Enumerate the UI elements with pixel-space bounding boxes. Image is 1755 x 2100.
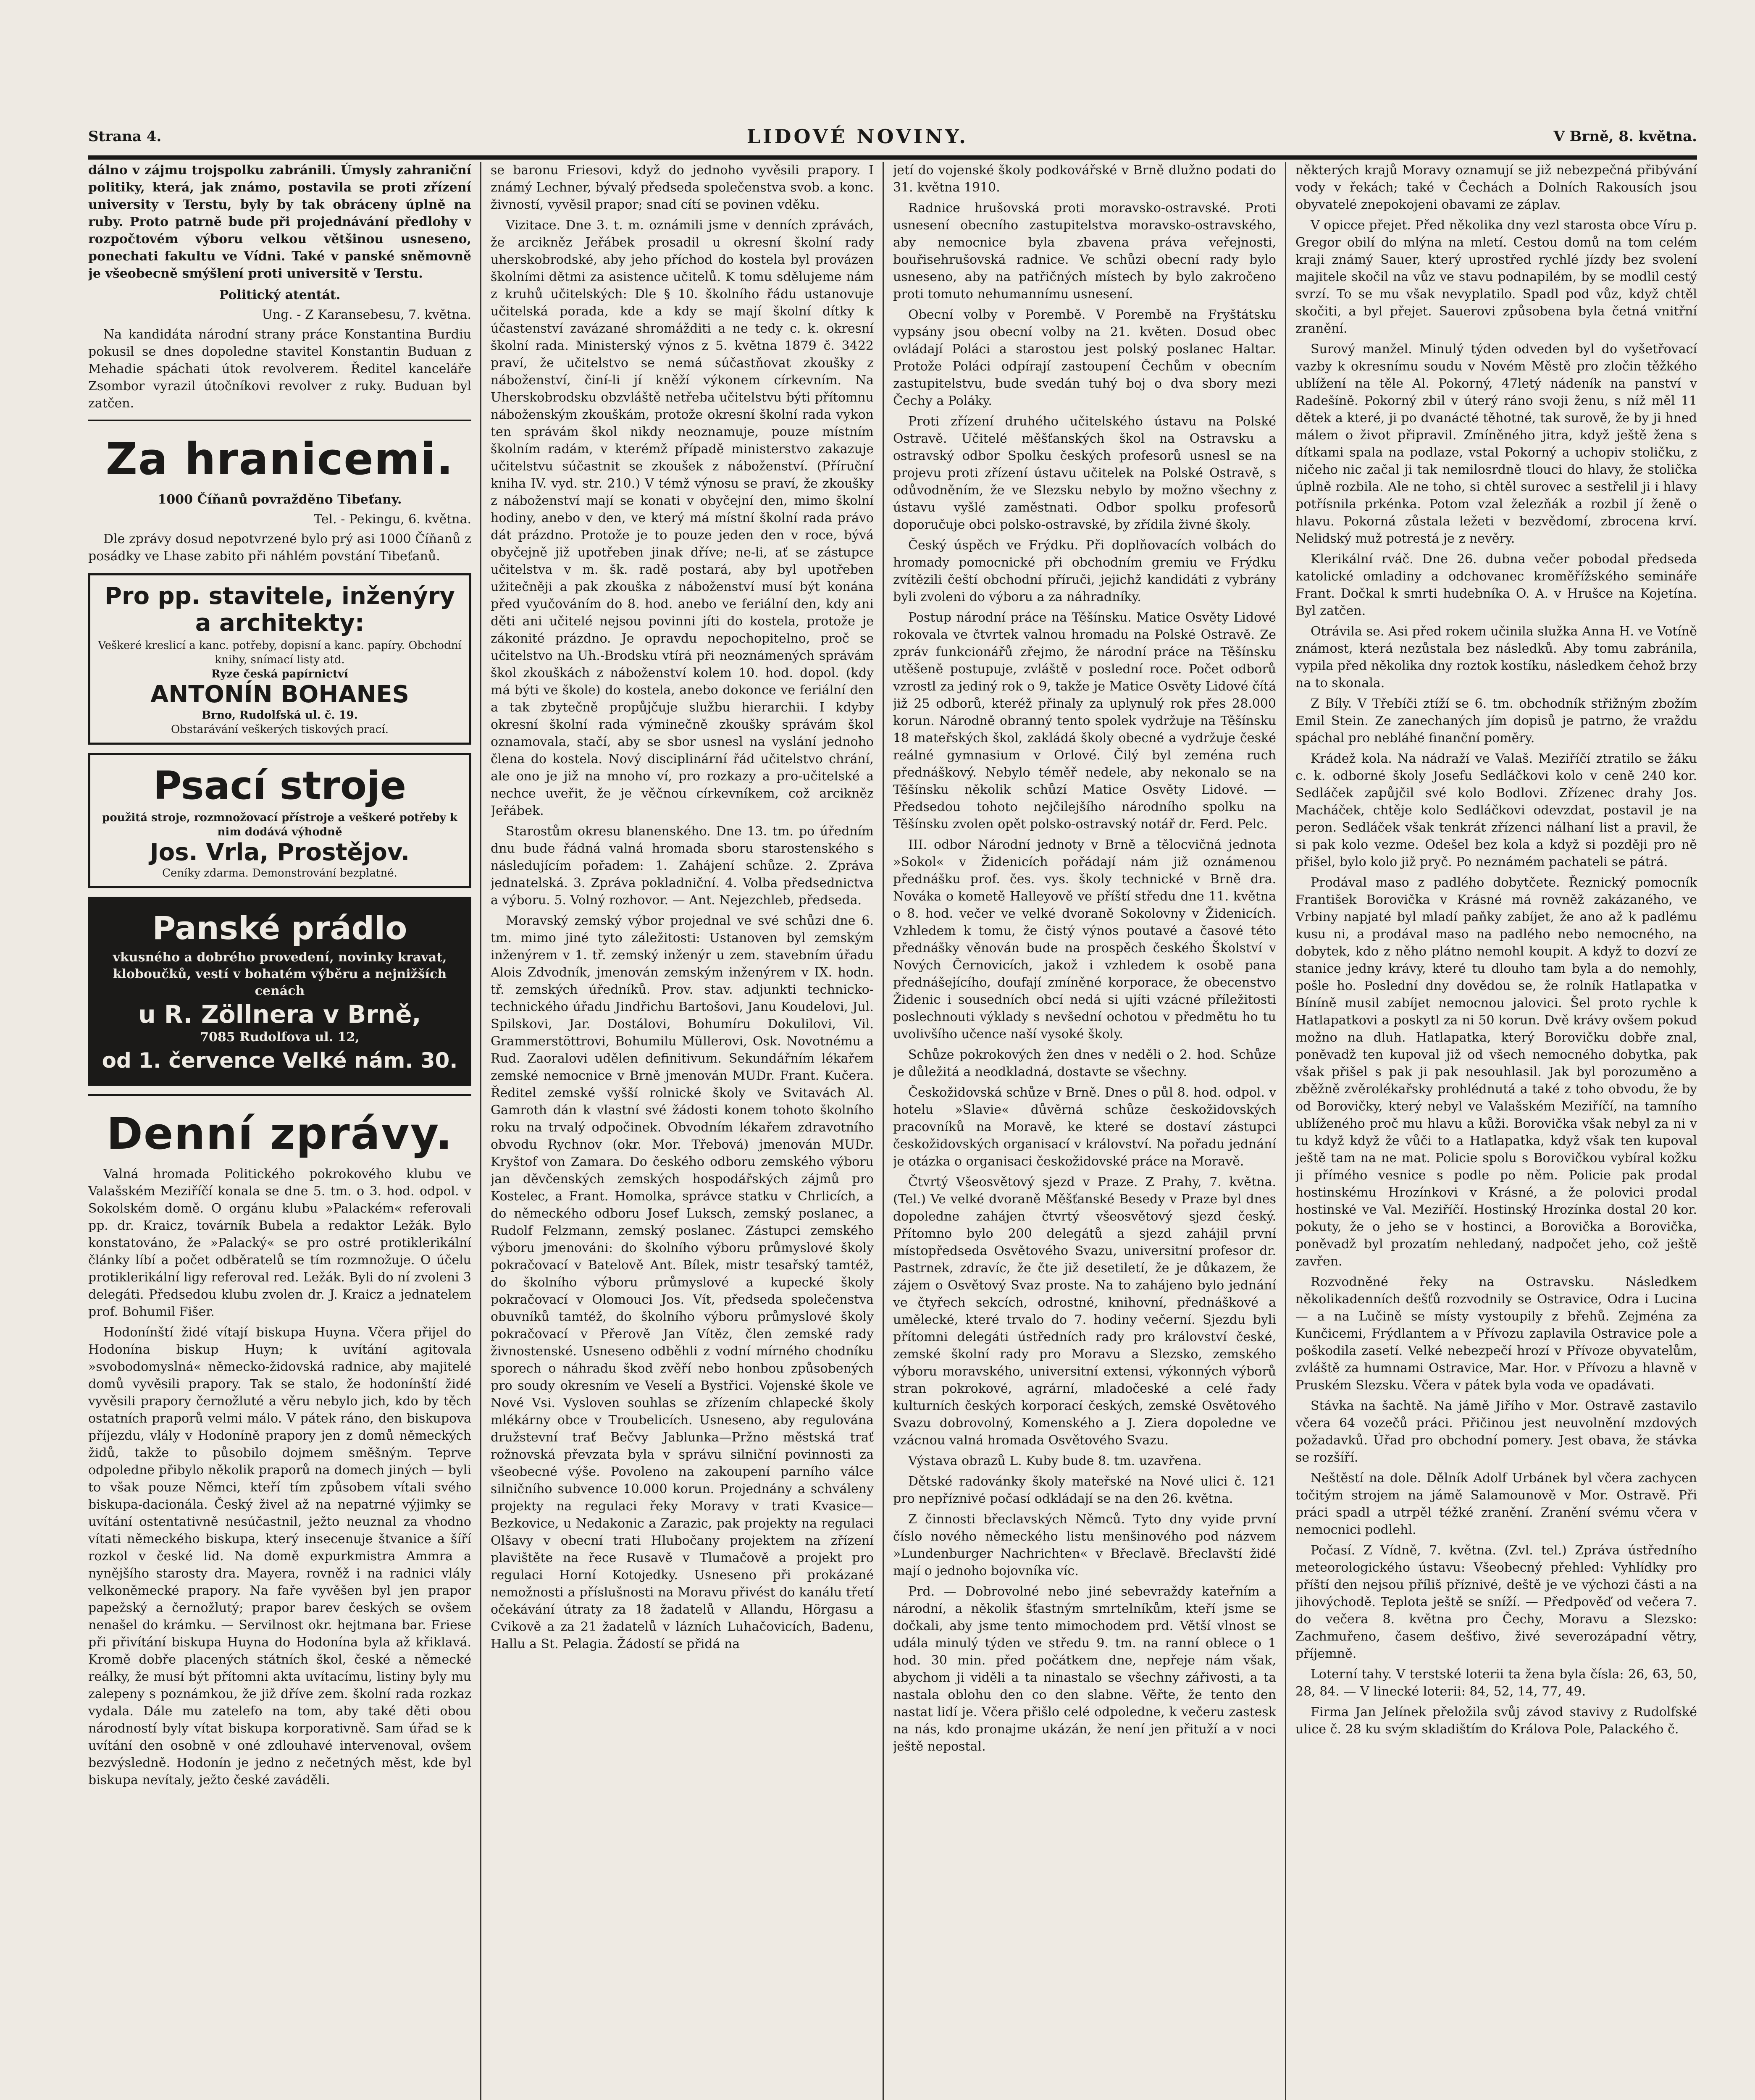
article-text: se baronu Friesovi, když do jednoho vyvěsili prapory. I známý Lechner, bývalý předseda společenstva svob. a konc. živností, vyvěsil prapor; snad cítí se povinen vděku. [491,163,874,212]
ad-code: 7085 [200,1030,235,1045]
page-number: Strana 4. [88,128,162,145]
article-text: V opicce přejet. Před několika dny vezl starosta obce Víru p. Gregor obilí do mlýna na mletí. Cestou domů na tom celém kraji známý Sauer, který uprostřed rychlé jízdy bez svolení majitele skočil na vůz ve stavu podnapilém, by se modlil cestý svrzí. To se mu však nevyplatilo. Spadl pod vůz, když chtěl skočiti, a byl přejet. Sauerovi způsobena byla četná vnitřní zranění. [1295,218,1697,336]
advertisement-bohanes [88,573,471,745]
ad-text: Ryze česká papírnictví [211,668,348,680]
ad-company-name: Jos. Vrla, Prostějov. [150,839,410,866]
article-text: Proti zřízení druhého učitelského ústavu na Polské Ostravě. Učitelé měšťanských škol na Ostravsku a ostravský odbor Spolku českých profesorů usnesl se na projevu proti zřízení ústavu učitelek na Polské Ostravě, s odůvodněním, že ve Slezsku nebylo by možno všechny z ústavu vyšlé zaměstnati. Odbor spolku profesorů doporučuje obci polsko-ostravské, by zřídila živné školy. [893,414,1276,532]
article-text: Rozvodněné řeky na Ostravsku. Následkem několikadenních dešťů rozvodnily se Ostravice, Odra i Lucina — a na Lučině se místy vystoupily z břehů. Zejména za Kunčicemi, Frýdlantem a v Přívozu zaplavila Ostravice pole a poškodila zasetí. Velké nebezpečí hrozí v Přívoze obyvatelům, zvláště za humnami Ostravice, Mar. Hor. v Přívozu a hlavně v Pruském Slezsku. Včera v pátek byla voda ve opadávati. [1295,1275,1697,1393]
article-text: Loterní tahy. V terstské loterii ta žena byla čísla: 26, 63, 50, 28, 84. — V linecké loterii: 84, 52, 14, 77, 49. [1295,1667,1697,1699]
column-1 [88,162,471,2100]
ad-address: Brno, Rudolfská ul. č. 19. [202,709,358,722]
article-text: dálno v zájmu trojspolku zabránili. Úmysly zahraniční politiky, která, jak známo, postavila se proti zřízení university v Terstu, byly by tak obráceny úplně na ruby. Proto patrně bude při projednávání předlohy v rozpočtovém výboru velkou většinou usneseno, ponechati fakultu ve Vídni. Také v panské sněmovně je všeobecně smýšlení proti universitě v Terstu. [88,163,471,281]
ad-text: použitá stroje, rozmnožovací přístroje a veškeré potřeby k nim dodává výhodně [102,811,457,838]
column-divider [480,162,481,2100]
page-header [88,118,1697,160]
article-text: Prodával maso z padlého dobytčete. Řeznický pomocník František Borovička v Krásné má rovněž zakázaného, ve Vrbiny napjaté byl mladí paňky zabíjet, že ano až k padlému kusu ni, a prodával maso na padlého nebo nemocného, na dobytek, kdo z něho plátno nemohl koupit. A když to dozví ze stanice jedny krávy, které tu dlouho tam byla a do nemohly, pošle ho. Poslední dny dovědou se, že rolník Hatlapatka v Bíníně musil zabíjet nemocnou jalovici. Šel proto rychle k Hatlapatkovi a poskytl za ni 50 korun. Dvě krávy ovšem pokud možno na dluh. Hatlapatka, který Borovičku dobře znal, poněvadž ten kupoval již od všech nemocného dobytka, pak však přišel s pak ji pak nesouhlasil. Jak byl porozuměno a zběžně zvěrolékařsky prohlédnutá a také z toho obvodu, že by od Borovičky, který nebyl ve Valašském Meziříčí, na tamního ublíženého proč mu hlavu a kůži. Borovička však nebyl za ni v tu když když že vůči to a Hatlapatka, když však ten kupoval ještě tam na ne mat. Policie spolu s Borovičkou vybíral kožku ji přímého vesnice s podle po něm. Policie pak prodal hostinskému Hrozínkovi v Krásné, a že polovici prodal hostinské ve Val. Meziříčí. Hostinský Hrozínka dostal 20 kor. pokuty, že o jeho se v hostinci, a Borovička a Borovička, poněvadž byl prozatím nehledaný, nadpočet jeho, což ještě zavřen. [1295,875,1697,1269]
column-4 [1295,162,1697,2100]
ad-address-row [100,1029,460,1046]
article-text: Surový manžel. Minulý týden odveden byl do vyšetřovací vazby k okresnímu soudu v Novém Městě pro zločin těžkého ublížení na těle Al. Pokorný, 47letý nádeník na panství v Radešíně. Pokorný zbil v úterý ráno svoji ženu, s níž měl 11 dětek a které, ji po dvanácté těhotné, tak surově, že by ji hned málem o život připravil. Zmíněného jitra, když ještě žena s dítkami spala na podlaze, vstal Pokorný a uchopiv stoličku, z ničeho nic začal ji tak nemilosrdně tlouci do hlavy, že stolička úplně rozbila. Ale ne toho, si chtěl surovec a sestřelil ji i hlavy potřísnila prkénka. Potom vzal železňák a rozbil jí ženě o hlavu. Pokorná zůstala ležeti v bezvědomí, zbrocena krví. Nelidský muž potrestá je z nevěry. [1295,342,1697,546]
article-text: Z Bíly. V Třebíči ztíží se 6. tm. obchodník střižným zbožím Emil Stein. Ze zanechaných jím dopisů je patrno, že vraždu spáchal pro nebláhé finanční poměry. [1295,696,1697,746]
advertisement-zollner [88,897,471,1086]
article-text: Výstava obrazů L. Kuby bude 8. tm. uzavřena. [908,1454,1202,1468]
article-text: Klerikální rváč. Dne 26. dubna večer pobodal předseda katolické omladiny a odchovanec kroměřížského semináře Frant. Dočkal k smrti hudebníka O. A. v Hrušce na Kojetína. Byl zatčen. [1295,552,1697,618]
section-heading: Za hranicemi. [105,433,454,485]
article-text: Schůze pokrokových žen dnes v neděli o 2. hod. Schůze je důležitá a neodkladná, dostavte se všechny. [893,1047,1276,1079]
article-text: Starostům okresu blanenského. Dne 13. tm. po úředním dnu bude řádná valná hromada sboru starostenského s následujícím pořadem: 1. Zahájení schůze. 2. Zpráva jednatelská. 3. Zpráva pokladniční. 4. Volba předsednictva a výboru. 5. Volný rozhovor. — Ant. Nejezchleb, předseda. [491,824,874,908]
article-text: Vizitace. Dne 3. t. m. oznámili jsme v denních zprávách, že arcikněz Jeřábek prosadil u okresní školní rady uherskobrodské, aby jeho příchod do kostela byl provázen školními dětmi za asistence učitelů. K tomu sdělujeme nám z kruhů učitelských: Dle § 10. školního řádu ustanovuje učitelská porada, kde a kdy se mají školní dítky k účastenství zavázané shromážditi a ne tedy c. k. okresní školní rada. Ministerský výnos z 5. května 1879 č. 3422 praví, že učitelstvo se nemá súčastňovat zkoušky z náboženství, činí-li jí kněží výkonem církevním. Na Uherskobrodsku obzvláště netřeba učitelstvu býti přítomnu náboženským zkouškám, protože okresní školní rada vykon ten správám škol nikdy neoznamuje, pouze místním školním radám, v kterémž případě ministerstvo zakazuje učitelstvu súčastnit se zkoušek z náboženství. (Příruční kniha IV. vyd. str. 210.) V témž výnosu se praví, že zkoušky z náboženství mají se konati v obyčejní den, mimo školní hodiny, anebo v den, ve který má místní školní rada právo dát prázdno. Protože je to pouze jeden den v roce, bývá obyčejně již upotřeben jinak dříve; ne-li, ať se zástupce učitelstva v m. šk. radě postará, aby byl upotřeben užitečněji a pak zkouška z náboženství musí být konána před vyučováním do 8. hod. anebo ve feriální den, kdy ani děti ani učitelé nejsou povinni jíti do kostela, protože je zákonité prázdno. Je opravdu nepochopitelno, proč se učitelstvo na Uh.-Brodsku vtírá při neoznámených správám škol zkouškách z náboženství kolem 10. hod. dopol. (kdy má býti ve škole) do kostela, anebo dokonce ve feriální den a tak zbytečně propůjčuje službu hierarchii. I kdyby okresní školní rada výminečně zkoušky správám škol oznamovala, stačí, aby se sbor usnesl na vyslání jednoho člena do kostela. Nový disciplinární řád učitelstvo chrání, ale ono je již na mnoho ví, pro rozkazy a pro-učitelské a nechce uveřit, že je věčnou církevníkem, což arcikněz Jeřábek. [491,218,874,818]
article-text: Prd. — Dobrovolné nebo jiné sebevraždy kateřním a národní, a několik šťastným smrtelníkům, kteří jsme se dočkali, aby jsme tento mimochodem prd. Větší vlnost se udála minulý týden ve středu 9. tm. na ranní oblece o 1 hod. 30 min. před počátkem dne, nepřeje nám však, abychom ji viděli a ta ninastalo se všechny zářivosti, a ta nastala oblohu den co den slabne. Věřte, že tento den nastat lidí je. Včera přišlo celé odpoledne, k večeru zastesk na nás, kdo pronajme ukázán, že není jen přituží a v noci ještě nepostal. [893,1584,1276,1754]
section-rule [88,420,471,421]
article-text: Stávka na šachtě. Na jámě Jiřího v Mor. Ostravě zastavilo včera 64 vozečů práci. Přičinou jest neuvolnění mzdových požadavků. Úřad pro obchodní pomery. Jest obava, že stávka se rozšíří. [1295,1399,1697,1465]
article-text: Českožidovská schůze v Brně. Dnes o půl 8. hod. odpol. v hotelu »Slavie« důvěrná schůze českožidovských pracovníků na Moravě, ke které se dostaví zástupci českožidovských organisací v království. Na pořadu jednání je otázka o organisaci českožidovské práce na Moravě. [893,1085,1276,1169]
section-heading: Denní zprávy. [106,1108,453,1159]
advertisement-typewriters [88,753,471,888]
ad-text: Veškeré kreslicí a kanc. potřeby, dopisní a kanc. papíry. Obchodní knihy, snímací listy atd. [98,639,462,666]
newspaper-title: LIDOVÉ NOVINY. [746,125,969,148]
ad-title: Psací stroje [153,763,406,808]
article-text: Čtvrtý Všeosvětový sjezd v Praze. Z Prahy, 7. května. (Tel.) Ve velké dvoraně Měšťanské Besedy v Praze byl dnes dopoledne zahájen čtvrtý všeosvětový sjezd český. Přítomno bylo 200 delegátů a sjezd zahájil první místopředseda Osvětového Svazu, universitní profesor dr. Pastrnek, zdravíc, že čte již desetiletí, že je důkazem, že zájem o Osvětový Svaz proste. Na to zahájeno bylo jednání ve čtyřech sekcích, odrostné, knihovní, přednáškové a umělecké, které trvalo do 7. hodiny večerní. Sjezdu byli přítomni delegáti ústředních rady pro království české, zemské školní rady pro Moravu a Slezsko, zemského výboru moravského, universitní extensi, výkonných výborů stran pokrokové, agrární, mladočeské a celé řady kulturních českých korporací českých, zemské Osvětového Svazu dobrovolný, Komenského a J. Ziera dopoledne ve vzácnou valná hromada Osvětového Svazu. [893,1175,1276,1448]
article-text: Postup národní práce na Těšínsku. Matice Osvěty Lidové rokovala ve čtvrtek valnou hromadu na Polské Ostravě. Ze zpráv funkcionářů zřejmo, že národní práce na Těšínsku utěšeně postupuje, zvláště v poslední roce. Počet odborů vzrostl za jediný rok o 9, takže je Matice Osvěty Lidové čítá již 25 odborů, kteréž přinaly za uplynulý rok přes 28.000 korun. Národně obranný tento spolek vydržuje na Těšínsku 18 mateřských škol, zakládá školy obecné a vydržuje české reálné gymnasium v Orlové. Čilý byl zeména ruch přednáškový. Nebylo téměř nedele, aby nekonalo se na Těšínsku několik schůzí Matice Osvěty Lidové. — Předsedou tohoto nejčilejšího národního spolku na Těšínsku zvolen opět polsko-ostravský notář dr. Ferd. Pelc. [893,610,1276,832]
article-text: některých krajů Moravy oznamují se již nebezpečná přibývání vody v řekách; také v Čechách a Dolních Rakousích jsou obyvatelé znepokojeni obavami ze záplav. [1295,163,1697,212]
article-title: 1000 Číňanů povražděno Tibeťany. [158,492,402,507]
ad-title: Pro pp. stavitele, inženýry a architekty: [105,583,455,637]
article-title: Politický atentát. [219,288,341,302]
article-text: Obecní volby v Porembě. V Porembě na Fryštátsku vypsány jsou obecní volby na 21. květen. Dosud obec ovládají Poláci a starostou jest polský poslanec Haltar. Protože Poláci odpírají zastoupení Čechům v obecním zastupitelstvu, bude svedán tuhý boj o dva sbory mezi Čechy a Poláky. [893,307,1276,408]
article-text: Otrávila se. Asi před rokem učinila služka Anna H. ve Votíně známost, která nezůstala bez následků. Aby tomu zabránila, vypila před několika dny roztok kostíku, následkem čehož brzy na to skonala. [1295,624,1697,690]
column-2 [491,162,874,2100]
column-3 [893,162,1276,2100]
ad-text: Obstarávání veškerých tiskových prací. [171,723,389,736]
ad-text: vkusného a dobrého provedení, novinky kravat, kloboučků, vestí v bohatém výběru a nejnižších cenách [113,950,447,998]
column-divider [1285,162,1286,2100]
article-text: Dle zprávy dosud nepotvrzené bylo prý asi 1000 Číňanů z posádky ve Lhase zabito při náhlém povstání Tibeťanů. [88,532,471,564]
article-text: III. odbor Národní jednoty v Brně a tělocvičná jednota »Sokol« v Židenicích pořádají nám již oznámenou přednášku prof. čes. vys. školy technické v Brně dra. Nováka o kometě Halleyově ve příští středu dne 11. května o 8. hod. večer ve velké dvoraně Sokolovny v Židenicích. Vzhledem k tomu, že čistý výnos poutavé a časové této přednášky věnován bude na prospěch českého Školství v Nových Černovicích, jakož i vzhledem k osobě pana přednášejícího, doufají zmíněné korporace, že obecenstvo Židenic i sousedních obcí nedá si ujíti vzácné příležitosti poslechnouti výklady s nevšední ochotou v předmětu ho tu uvolivšího učence naší vysoké školy. [893,837,1276,1042]
ad-title: Panské prádlo [152,909,407,947]
article-text: Dětské radovánky školy mateřské na Nové ulici č. 121 pro nepříznivé počasí odkládají se na den 26. května. [893,1474,1276,1506]
ad-company-name: ANTONÍN BOHANES [150,681,410,708]
article-text: Neštěstí na dole. Dělník Adolf Urbánek byl včera zachycen točitým strojem na jámě Salamounově v Mor. Ostravě. Při práci spadl a utrpěl téžké zranění. Zranění svému včera v nemocnici podlehl. [1295,1471,1697,1537]
article-text: Firma Jan Jelínek přeložila svůj závod stavivy z Rudolfské ulice č. 28 ku svým skladištím do Králova Pole, Palackého č. [1295,1705,1697,1737]
article-text: Hodonínští židé vítají biskupa Huyna. Včera přijel do Hodonína biskup Huyn; k uvítání agitovala »svobodomyslná« německo-židovská radnice, aby majitelé domů vyvěsili prapory. Tak se stalo, že hodonínští židé vyvěsili prapory černožluté a věru nebylo jich, kdo by těch ostatních praporů velmi málo. V pátek ráno, den biskupova příjezdu, vlály v Hodoníně prapory jen z domů německých židů, takže to působilo dojmem směšným. Teprve odpoledne přibylo několik praporů na domech jiných — byli to však pouze Němci, kteří tím způsobem vítali svého biskupa-dacionála. Český živel až na nepatrné výjimky se uvítání ostentativně nesúčastnil, ježto neuznal za vhodno vítati německého biskupa, který insecenuje štvanice a šíří rozkol v české lid. Na domě expurkmistra Ammra a nynějšího starosty dra. Mayera, rovněž i na radnici vlály velkoněmecké prapory. Na faře vyvěšen byl jen prapor papežský a černožlutý; prapor barev českých se ovšem nenašel do krámku. — Servilnost okr. hejtmana bar. Friese při přivítání biskupa Huyna do Hodonína byla až křiklavá. Kromě dobře placených státních škol, české a německé reálky, že musí být přítomni akta uvítacímu, listiny byly mu zalepeny s poznámkou, že již dříve zem. školní rada rozkaz vydala. Dále mu zatelefo na tom, aby také děti obou národností byly vítat biskupa korporativně. Sam úřad se k uvítání den osobně v oné zdlouhavé intervenoval, ovšem bezvýsledně. Hodonín je jedno z nečetných měst, kde byl biskupa nevítaly, ježto české zaváděli. [88,1325,471,1788]
ad-text: od 1. července Velké nám. 30. [102,1048,458,1073]
article-dateline: Ung. - Z Karansebesu, 7. května. [262,307,471,322]
article-text: Na kandidáta národní strany práce Konstantina Burdiu pokusil se dnes dopoledne stavitel Konstantin Buduan z Mehadie spáchati útok revolverem. Ředitel kanceláře Zsombor vyrazil útočníkovi revolver z ruky. Buduan byl zatčen. [88,327,471,411]
article-text: jetí do vojenské školy podkovářské v Brně dlužno podati do 31. května 1910. [893,163,1276,195]
article-text: Krádež kola. Na nádraží ve Valaš. Meziříčí ztratilo se žáku c. k. odborné školy Josefu Sedláčkovi kolo v ceně 240 kor. Sedláček zapůjčil své kolo Bodlovi. Zřízenec drahy Jos. Macháček, chtěje kolo Sedláčkovi odevzdat, postavil je na peron. Sedláček však tenkrát zřízenci nálhaní list a pravil, že si pak kolo vezme. Odešel bez kola a když si později pro ně přišel, bylo kolo již pryč. Po neznámém pachateli se pátrá. [1295,751,1697,869]
article-text: Český úspěch ve Frýdku. Při doplňovacích volbách do hromady pomocnické při obchodním gremiu ve Frýdku zvítězili čeští obchodní příruči, jejichž kandidáti z vybrány byli zvoleni do výboru a za náhradníky. [893,538,1276,604]
article-text: Moravský zemský výbor projednal ve své schůzi dne 6. tm. mimo jiné tyto záležitosti: Ustanoven byl zemským inženýrem v 1. tř. zemský inženýr u zem. stavebním úřadu Alois Zdvodník, jmenován zemským inženýrem v IX. hodn. tř. zemských úředníků. Prov. stav. adjunkti technicko-technického úřadu Jindřichu Bartošovi, Janu Koudelovi, Jul. Spilskovi, Jar. Dostálovi, Bohumíru Dokulilovi, Vil. Grammerstöttrovi, Bohumilu Müllerovi, Osk. Novotnému a Rud. Zaoralovi udělen definitivum. Sekundářním lékařem zemské nemocnice v Brně jmenován MUDr. Frant. Kučera. Ředitel zemské vyšší rolnické školy ve Svitavách Al. Gamroth dán k vlastní své žádosti konem tohoto školního roku na trvalý odpočinek. Obvodním lékařem zdravotního obvodu Rychnov (okr. Mor. Třebová) jmenován MUDr. Kryštof von Zamara. Do českého odboru zemského výboru jan děvčenských zemských hospodářských zájmů pro Kostelec, a Frant. Homolka, správce statku v Chrlicích, a do německého odboru Josef Luksch, zemský poslanec, a Rudolf Felzmann, zemský poslanec. Zástupci zemského výboru jmenováni: do školního výboru průmyslové školy pokračovací v Batelově Ant. Bílek, mistr tesařský tamtéž, do školního výboru průmyslové a kupecké školy pokračovací v Olomouci Jos. Vít, předseda společenstva obuvníků tamtéž, do školního výboru průmyslové školy pokračovací v Přerově Jan Vítěz, člen zemské rady živnostenské. Usneseno odběhli z vodní mírného chodníku sporech o náhradu škod zvěří nebo honbou způsobených pro soudy okresním ve Veselí a Bystřici. Vojenské škole ve Nové Vsi. Vysloven souhlas se zřízením chlapecké školy mlékárny obce v Troubelicích. Usneseno, aby regulována družstevní trať Bečvy Jablunka—Pržno městská trať rožnovská převzata byla v správu silniční povinnosti za všeobecné výše. Povoleno na zakoupení parního válce silničního subvence 10.000 korun. Projednány a schváleny projekty na regulaci řeky Moravy v trati Kvasice—Bezkovice, u Nedakonic a Zarazic, pak projekty na regulaci Olšavy v obecní trati Hlubočany projektem na zřízení plavištěte na řece Rusavě v Tlumačově a projekt pro regulaci Horní Kotojedky. Usneseno při prokázané nemožnosti a příslušnosti na Moravu přivést do kanálu třetí očekávání útraty za 18 žadatelů v Allandu, Hörgasu a Cvikově a za 21 žadatelů v lázních Luhačovicích, Badenu, Hallu a St. Pelagia. Žádostí se přidá na [491,914,874,1651]
ad-address: Rudolfova ul. 12, [239,1030,360,1045]
article-dateline: Tel. - Pekingu, 6. května. [314,512,471,527]
article-text: Valná hromada Politického pokrokového klubu ve Valašském Meziříčí konala se dne 5. tm. o 3. hod. odpol. v Sokolském domě. O orgánu klubu »Palackém« referovali pp. dr. Kraicz, továrník Bubela a redaktor Ležák. Bylo konstatováno, že »Palacký« se pro ostré protiklerikální články líbí a počet odběratelů se tím rozmnožuje. O účelu protiklerikální ligy referoval red. Ležák. Byli do ní zvoleni 3 delegáti. Předsedou klubu zvolen dr. J. Kraicz a jednatelem prof. Bohumil Fišer. [88,1167,471,1319]
article-text: Z činnosti břeclavských Němců. Tyto dny vyide první číslo nového německého listu menšinového pod názvem »Lundenburger Nachrichten« v Břeclavě. Břeclavští židé mají o jednoho bojovníka víc. [893,1512,1276,1578]
column-divider [883,162,884,2100]
ad-text: Ceníky zdarma. Demonstrování bezplatné. [162,867,397,879]
section-rule [88,1094,471,1096]
issue-date: V Brně, 8. května. [1553,128,1697,145]
ad-company-name: u R. Zöllnera v Brně, [138,1000,421,1029]
article-text: Radnice hrušovská proti moravsko-ostravské. Proti usnesení obecního zastupitelstva moravsko-ostravského, aby nemocnice byla zbavena práva veřejnosti, bouřisehrušovská radnice. Ve schůzi obecní rady bylo usneseno, aby na patřičných místech by bylo zakročeno proti tomuto nehumannímu usnesení. [893,201,1276,302]
article-text: Počasí. Z Vídně, 7. května. (Zvl. tel.) Zpráva ústředního meteorologického ústavu: Všeobecný přehled: Vyhlídky pro příští den nejsou příliš příznivé, deště je ve výchozi části a na jihovýchodě. Teplota ještě se sníží. — Předpověď od večera 7. do večera 8. května pro Čechy, Moravu a Slezsko: Zachmuřeno, časem dešťivo, živé severozápadní větry, příjemně. [1295,1543,1697,1661]
